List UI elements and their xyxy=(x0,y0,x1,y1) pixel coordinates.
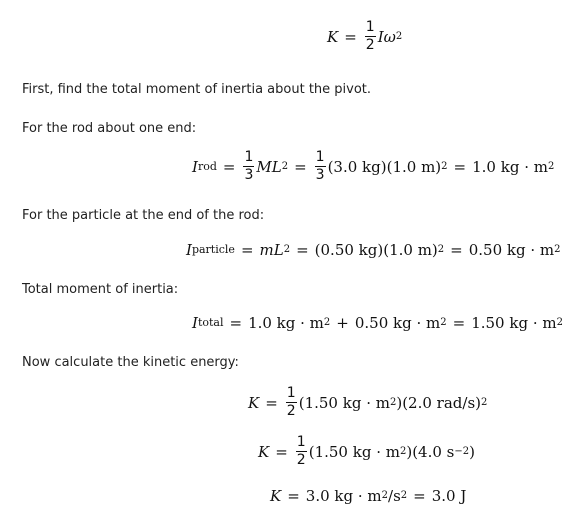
eq6-frac-den: 2 xyxy=(296,452,306,468)
equation-ke-step-2: K = $\frac{1}{2}$ (1.50 kg · m 2 )(4.0 s −2 ) xyxy=(258,434,475,468)
paragraph-calc-ke: Now calculate the kinetic energy: xyxy=(22,355,239,370)
eq5-lhs: K xyxy=(248,393,260,412)
eq6-term-a: (1.50 kg · m xyxy=(308,442,400,461)
eq6-fraction xyxy=(296,435,307,468)
eq4-lhs: I xyxy=(192,314,198,332)
eq1-lhs: K xyxy=(327,27,339,46)
eq2-frac2-den: 3 xyxy=(315,167,325,183)
eq3-term2: (0.50 kg)(1.0 m) xyxy=(314,241,438,259)
equals-sign: = xyxy=(296,241,309,259)
equals-sign: = xyxy=(453,157,467,176)
eq4-term1: 1.0 kg · m xyxy=(248,314,324,332)
eq2-lhs: I xyxy=(192,157,198,176)
eq6-frac-num: 1 xyxy=(296,434,306,450)
equals-sign: = xyxy=(450,241,463,259)
eq2-result: 1.0 kg · m xyxy=(472,157,548,176)
equals-sign: = xyxy=(222,157,236,176)
eq6-term-c: ) xyxy=(469,442,475,461)
eq2-frac2-num: 1 xyxy=(315,149,325,165)
eq6-term-b: )(4.0 s xyxy=(406,442,455,461)
equation-rod-inertia: I rod = $\frac{1}{3}$ ML 2 = $\frac{1}{3}$ (3.0 kg)(1.0 m) 2 = 1.0 kg · m 2 xyxy=(192,149,555,183)
eq3-result: 0.50 kg · m xyxy=(468,241,555,259)
eq1-frac-den: 2 xyxy=(365,37,375,53)
paragraph-intro: First, find the total moment of inertia about the pivot. xyxy=(22,82,372,97)
eq7-term-a: 3.0 kg · m xyxy=(305,487,382,505)
eq4-result: 1.50 kg · m xyxy=(471,314,557,332)
eq5-term-b: )(2.0 rad/s) xyxy=(396,393,481,412)
eq5-frac-den: 2 xyxy=(286,403,296,419)
eq2-frac1-den: 3 xyxy=(244,167,254,183)
equals-sign: = xyxy=(287,487,300,505)
eq4-term2: 0.50 kg · m xyxy=(354,314,441,332)
equals-sign: = xyxy=(229,314,243,332)
eq5-frac-num: 1 xyxy=(286,385,296,401)
eq2-term1: ML xyxy=(256,157,282,176)
plus-sign: + xyxy=(336,314,349,332)
equals-sign: = xyxy=(344,27,357,46)
eq5-term-a: (1.50 kg · m xyxy=(298,393,390,412)
equals-sign: = xyxy=(240,241,254,259)
eq1-rhs-var: Iω xyxy=(377,27,396,46)
eq3-term1: mL xyxy=(259,241,284,259)
eq7-lhs: K xyxy=(270,487,282,505)
equals-sign: = xyxy=(294,157,307,176)
equation-particle-inertia: I particle = mL 2 = (0.50 kg)(1.0 m) 2 = 0.50 kg · m 2 xyxy=(186,241,561,259)
eq1-fraction xyxy=(365,20,376,53)
eq1-frac-num: 1 xyxy=(365,19,375,35)
eq5-fraction xyxy=(286,386,297,419)
equals-sign: = xyxy=(275,442,288,461)
equals-sign: = xyxy=(413,487,426,505)
equation-ke-step-1: K = $\frac{1}{2}$ (1.50 kg · m 2 )(2.0 rad/s) 2 xyxy=(248,385,488,419)
equals-sign: = xyxy=(452,314,466,332)
eq3-lhs: I xyxy=(186,241,192,259)
equals-sign: = xyxy=(265,393,278,412)
equation-kinetic-energy-formula: K = $\frac{1}{2}$ Iω 2 xyxy=(327,19,403,53)
eq2-fraction-1 xyxy=(243,150,254,183)
paragraph-total: Total moment of inertia: xyxy=(22,282,179,297)
equation-ke-result: K = 3.0 kg · m 2 /s 2 = 3.0 J xyxy=(270,487,467,505)
paragraph-particle: For the particle at the end of the rod: xyxy=(22,208,265,223)
eq2-term2: (3.0 kg)(1.0 m) xyxy=(327,157,442,176)
eq6-lhs: K xyxy=(258,442,270,461)
eq7-term-b: /s xyxy=(388,487,401,505)
eq7-result: 3.0 J xyxy=(431,487,467,505)
eq2-fraction-2 xyxy=(315,150,326,183)
eq2-frac1-num: 1 xyxy=(244,149,254,165)
paragraph-rod: For the rod about one end: xyxy=(22,121,197,136)
equation-total-inertia: I total = 1.0 kg · m 2 + 0.50 kg · m 2 = 1.50 kg · m 2 xyxy=(192,314,563,332)
